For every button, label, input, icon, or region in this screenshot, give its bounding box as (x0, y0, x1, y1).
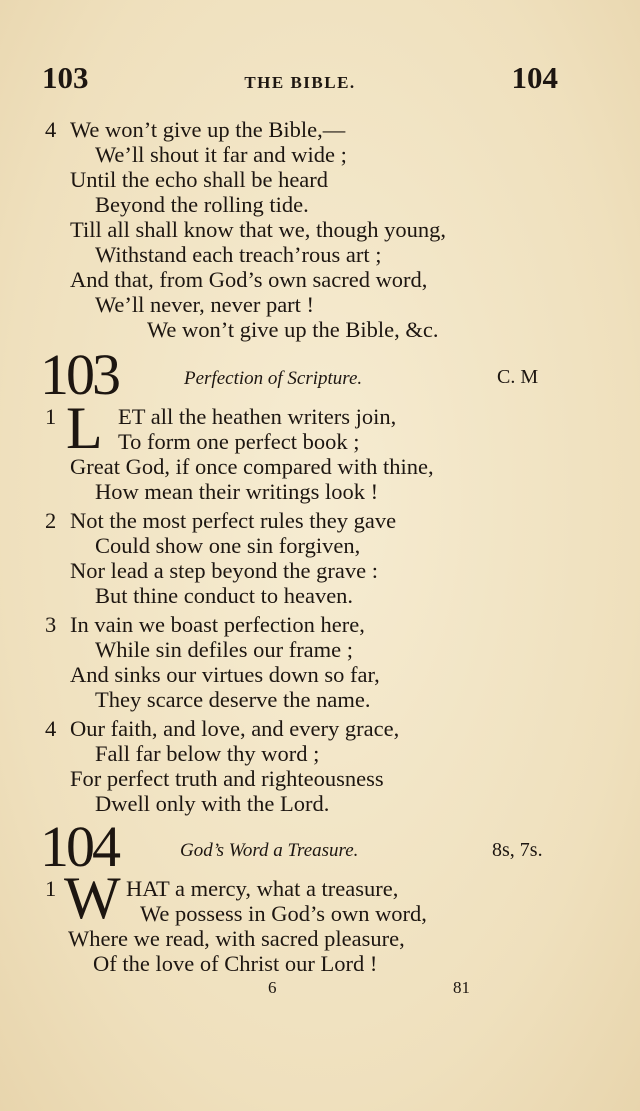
hymn-number: 103 (40, 342, 118, 407)
verse-line: Dwell only with the Lord. (95, 791, 330, 816)
hymn-meter: 8s, 7s. (492, 839, 543, 861)
page-number: 81 (453, 978, 470, 997)
hymn-meter: C. M (497, 366, 539, 388)
verse-number: 2 (45, 508, 57, 533)
running-header (42, 60, 558, 100)
verse-line: Till all shall know that we, though young, (70, 217, 447, 242)
hymn-title: God’s Word a Treasure. (180, 840, 359, 861)
verse-line: But thine conduct to heaven. (95, 583, 354, 608)
verse-line: Withstand each treach’rous art ; (95, 242, 382, 267)
verse-number: 1 (45, 876, 57, 901)
verse-number: 4 (45, 716, 57, 741)
signature-mark: 6 (268, 978, 277, 997)
hymn-title: Perfection of Scripture. (184, 368, 363, 389)
header-left-number: 103 (42, 60, 89, 95)
verse-line: We possess in God’s own word, (140, 901, 427, 926)
verse-line: Of the love of Christ our Lord ! (93, 951, 378, 976)
hymn-number: 104 (40, 814, 118, 879)
verse-number: 1 (45, 404, 57, 429)
verse-line: For perfect truth and righteousness (70, 766, 384, 791)
verse-line: We’ll never, never part ! (95, 292, 315, 317)
verse-line: We won’t give up the Bible,— (70, 117, 346, 142)
verse-line: To form one perfect book ; (118, 429, 360, 454)
verse-line: They scarce deserve the name. (95, 687, 371, 712)
verse-line: Until the echo shall be heard (70, 167, 329, 192)
verse-line: Not the most perfect rules they gave (70, 508, 397, 533)
drop-cap: L (66, 395, 103, 461)
verse-line: And sinks our virtues down so far, (70, 662, 380, 687)
chorus-line: We won’t give up the Bible, &c. (147, 317, 439, 342)
verse-line: How mean their writings look ! (95, 479, 379, 504)
verse-line: Where we read, with sacred pleasure, (68, 926, 405, 951)
verse-number: 3 (45, 612, 57, 637)
verse-line: And that, from God’s own sacred word, (70, 267, 428, 292)
verse-line: Beyond the rolling tide. (95, 192, 309, 217)
verse-line: Nor lead a step beyond the grave : (70, 558, 379, 583)
verse-line: We’ll shout it far and wide ; (95, 142, 347, 167)
header-title: THE BIBLE. (244, 73, 356, 92)
verse-line: Our faith, and love, and every grace, (70, 716, 400, 741)
header-right-number: 104 (511, 60, 558, 95)
drop-cap: W (64, 865, 121, 931)
verse-line: In vain we boast perfection here, (70, 612, 365, 637)
verse-line: Could show one sin forgiven, (95, 533, 361, 558)
verse-line: While sin defiles our frame ; (95, 637, 354, 662)
verse-number: 4 (45, 117, 57, 142)
verse-line: ET all the heathen writers join, (118, 404, 397, 429)
verse-line: Great God, if once compared with thine, (70, 454, 434, 479)
verse-line: HAT a mercy, what a treasure, (126, 876, 399, 901)
verse-line: Fall far below thy word ; (95, 741, 320, 766)
